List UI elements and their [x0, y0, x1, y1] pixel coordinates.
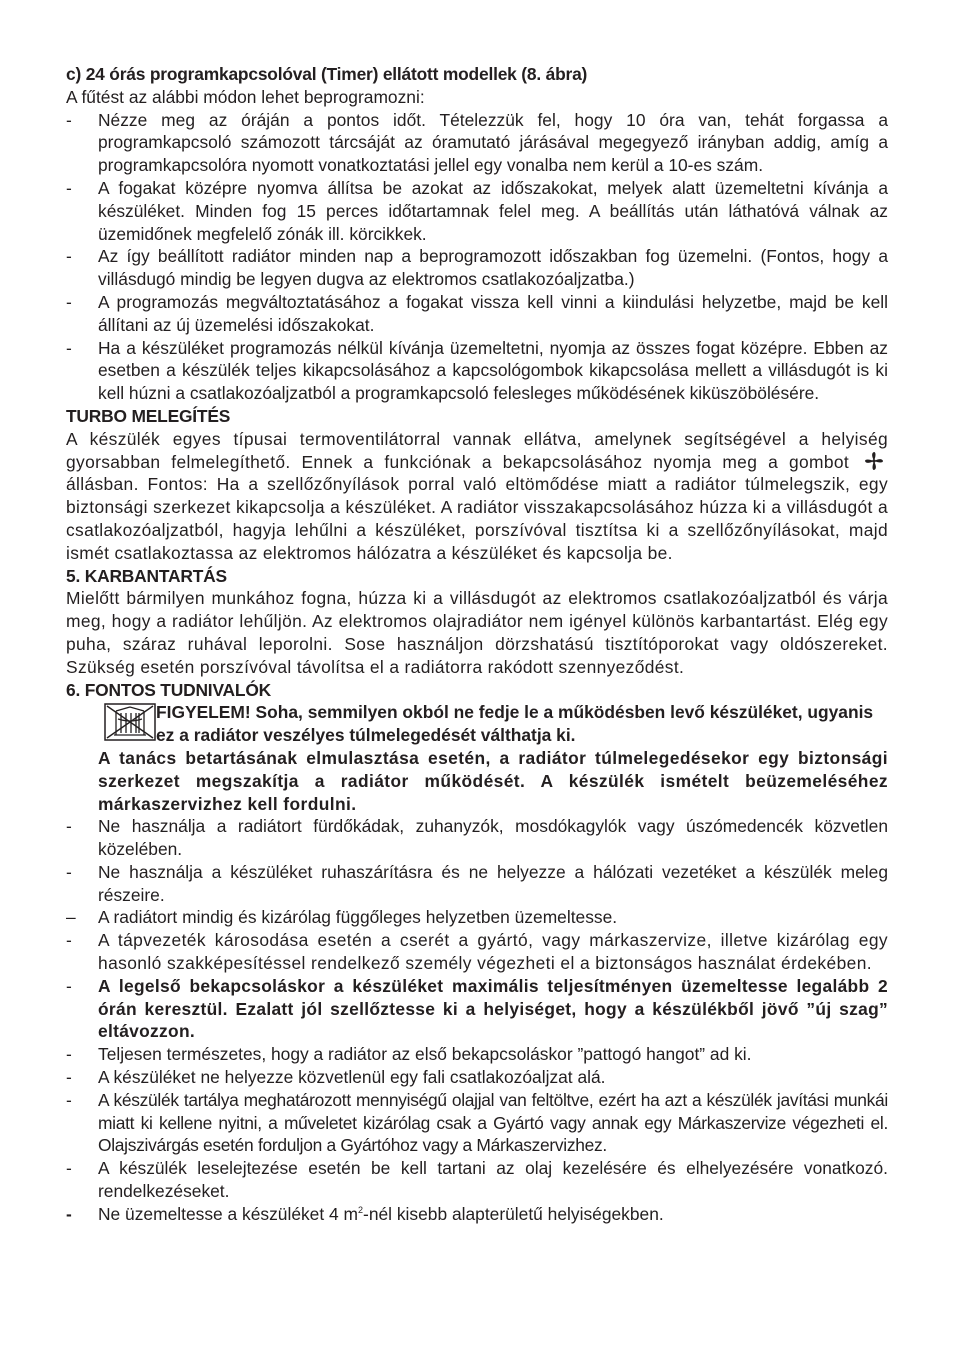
list-item-text: A legelső bekapcsoláskor a készüléket maximális teljesítményen üzemeltesse legalább 2 órán keresztül. Ezalatt jól szellőztesse ki a helyiséget, hogy a készülékből jövő ”új szag” eltávozzon. [98, 975, 888, 1042]
list-item-text: Ne használja a radiátort fürdőkádak, zuhanyzók, mosdókagylók vagy úszómedencék közvetlen közelében. [98, 816, 888, 860]
list-item-text: Ha a készüléket programozás nélkül kívánja üzemeltetni, nyomja az összes fogat középre. Ebben az esetben a készülék teljes kikapcsolásához a kapcsológombok kikapcsolása mellett a villásdugót is ki kell húzni a csatlakozóaljzatból a programkapcsoló felesleges működésének kiküszöbölésére. [98, 337, 888, 404]
timer-intro: A fűtést az alábbi módon lehet beprogramozni: [66, 86, 425, 107]
list-item: - A készülék tartálya meghatározott mennyiségű olajjal van feltöltve, ezért ha azt a készülék javítási munkái miatt ki kellene nyitni, a műveletet kizárólag csak a Gyártó vagy annak egy Márkaszervize végezheti el. Olajszivárgás esetén forduljon a Gyártóhoz vagy a Márkaszervizhez. [66, 1089, 888, 1156]
turbo-text-before: A készülék egyes típusai termoventilátorral vannak ellátva, amelynek segítségével a helyiség gyorsabban felmelegíthető. Ennek a funkciónak a bekapcsolásához nyomja meg a gombot [66, 428, 888, 472]
timer-heading: c) 24 órás programkapcsolóval (Timer) ellátott modellek (8. ábra) [66, 64, 588, 84]
fan-icon [864, 451, 884, 471]
important-list [66, 815, 888, 1225]
list-item: - Ha a készüléket programozás nélkül kívánja üzemeltetni, nyomja az összes fogat középre. Ebben az esetben a készülék teljes kikapcsolásához a kapcsológombok kikapcsolása mellett a villásdugót is ki kell húzni a csatlakozóaljzatból a programkapcsoló felesleges működésének kiküszöbölésére. [66, 337, 888, 404]
list-item-text: A programozás megváltoztatásához a fogakat vissza kell vinni a kiindulási helyzetbe, majd be kell állítani az új üzemelési időszakokat. [98, 291, 888, 335]
list-item-text: Teljesen természetes, hogy a radiátor az első bekapcsoláskor ”pattogó hangot” ad ki. [98, 1044, 752, 1065]
list-item: – A radiátort mindig és kizárólag függőleges helyzetben üzemeltesse. [66, 906, 888, 929]
do-not-cover-icon [104, 703, 156, 741]
list-item: - Az így beállított radiátor minden nap a beprogramozott időszakban fog üzemelni. (Fontos, hogy a villásdugó mindig be legyen dugva az elektromos csatlakozóaljzatba.) [66, 246, 888, 290]
list-item-text: A fogakat középre nyomva állítsa be azokat az időszakokat, melyek alatt üzemeltetni kívánja a készüléket. Minden fog 15 perces időtartamnak felel meg. A beállítás után láthatóvá válnak az üzemidőnek megfelelő zónák ill. körcikkek. [98, 177, 888, 244]
list-item: - Ne üzemeltesse a készüléket 4 $m^2$-nél kisebb alapterületű helyiségekben. [66, 1203, 888, 1226]
turbo-text-after: állásban. Fontos: Ha a szellőzőnyílások porral való eltömődése miatt a radiátor túlmelegszik, egy biztonsági szerkezet kikapcsolja a készüléket. A radiátor visszakapcsolásához húzza ki a villásdugót a csatlakozóaljzatból, hagyja lehűlni a készüléket, porszívóval tisztítsa ki a szellőzőnyílásokat, majd ismét csatlakoztassa az elektromos hálózatra a készüléket és kapcsolja be. [66, 474, 888, 563]
list-item-text: A készülék tartálya meghatározott mennyiségű olajjal van feltöltve, ezért ha azt a készülék javítási munkái miatt ki kellene nyitni, a műveletet kizárólag csak a Gyártó vagy annak egy Márkaszervize végezheti el. Olajszivárgás esetén forduljon a Gyártóhoz vagy a Márkaszervizhez. [98, 1089, 888, 1156]
list-item-text: Ne használja a készüléket ruhaszárításra és ne helyezze a hálózati vezetéket a készülék meleg részeire. [98, 861, 888, 905]
list-item: - A legelső bekapcsoláskor a készüléket maximális teljesítményen üzemeltesse legalább 2 órán keresztül. Ezalatt jól szellőztesse ki a helyiséget, hogy a készülékből jövő ”új szag” eltávozzon. [66, 975, 888, 1042]
maintenance-paragraph: Mielőtt bármilyen munkához fogna, húzza ki a villásdugót az elektromos csatlakozóaljzatból és várja meg, hogy a radiátor lehűljön. Az elektromos olajradiátor nem igényel különös karbantartást. Elég egy puha, száraz ruhával leporolni. Sose használjon dörzshatású tisztítóporokat vagy oldószereket. Szükség esetén porszívóval távolítsa el a radiátorra rakódott szennyeződést. [66, 588, 888, 677]
list-item: - A készüléket ne helyezze közvetlenül egy fali csatlakozóaljzat alá. [66, 1066, 888, 1089]
list-item: - A készülék leselejtezése esetén be kell tartani az olaj kezelésére és elhelyezésére vonatkozó. rendelkezéseket. [66, 1158, 888, 1202]
timer-list [66, 109, 888, 405]
turbo-heading: TURBO MELEGÍTÉS [66, 405, 231, 426]
list-item: - A programozás megváltoztatásához a fogakat vissza kell vinni a kiindulási helyzetbe, majd be kell állítani az új üzemelési időszakokat. [66, 291, 888, 335]
list-item-text: A készülék leselejtezése esetén be kell tartani az olaj kezelésére és elhelyezésére vonatkozó. rendelkezéseket. [98, 1158, 888, 1202]
list-item: - Nézze meg az óráján a pontos időt. Tételezzük fel, hogy 10 óra van, tehát forgassa a programkapcsoló számozott tárcsáját az óramutató járásával megegyező irányban addig, amíg a programkapcsolóra nyomott vonatkoztatási jellel egy vonalba nem kerül a 10-es szám. [66, 109, 888, 176]
list-item: - Ne használja a radiátort fürdőkádak, zuhanyzók, mosdókagylók vagy úszómedencék közvetlen közelében. [66, 816, 888, 860]
maintenance-heading: 5. KARBANTARTÁS [66, 565, 227, 586]
list-item: - Teljesen természetes, hogy a radiátor az első bekapcsoláskor ”pattogó hangot” ad ki. [66, 1043, 888, 1066]
list-item: - Ne használja a készüléket ruhaszárításra és ne helyezze a hálózati vezetéket a készülék meleg részeire. [66, 861, 888, 905]
list-item: - A fogakat középre nyomva állítsa be azokat az időszakokat, melyek alatt üzemeltetni kívánja a készüléket. Minden fog 15 perces időtartamnak felel meg. A beállítás után láthatóvá válnak az üzemidőnek megfelelő zónák ill. körcikkek. [66, 177, 888, 244]
list-item-text: A tápvezeték károsodása esetén a cserét a gyártó, vagy márkaszervize, illetve kizárólag egy hasonló szakképesítéssel rendelkező személy végezheti el a biztonságos használat érdekében. [98, 930, 888, 974]
manual-page [66, 63, 888, 1226]
warning-block [104, 701, 888, 747]
turbo-paragraph [66, 428, 888, 565]
warning-text: FIGYELEM! Soha, semmilyen okból ne fedje le a működésben levő készüléket, ugyanis ez a radiátor veszélyes túlmelegedését válthatja ki. [156, 702, 874, 746]
list-item: - A tápvezeték károsodása esetén a cserét a gyártó, vagy márkaszervize, illetve kizárólag egy hasonló szakképesítéssel rendelkező személy végezheti el a biztonságos használat érdekében. [66, 930, 888, 974]
list-item-text: Nézze meg az óráján a pontos időt. Tételezzük fel, hogy 10 óra van, tehát forgassa a programkapcsoló számozott tárcsáját az óramutató járásával megegyező irányban addig, amíg a programkapcsolóra nyomott vonatkoztatási jellel egy vonalba nem kerül a 10-es szám. [98, 109, 888, 176]
list-item-text: A radiátort mindig és kizárólag függőleges helyzetben üzemeltesse. [98, 907, 618, 928]
warning-note: A tanács betartásának elmulasztása esetén, a radiátor túlmelegedésekor egy biztonsági szerkezet megszakítja a radiátor működését. A készülék ismételt beüzemeléséhez márkaszervizhez kell fordulni. [98, 747, 888, 814]
list-item-text: Ne üzemeltesse a készüléket 4 $m^2$-nél kisebb alapterületű helyiségekben. [98, 1203, 664, 1224]
list-item-text: Az így beállított radiátor minden nap a beprogramozott időszakban fog üzemelni. (Fontos, hogy a villásdugó mindig be legyen dugva az elektromos csatlakozóaljzatba.) [98, 246, 888, 290]
list-item-text: A készüléket ne helyezze közvetlenül egy fali csatlakozóaljzat alá. [98, 1067, 606, 1088]
important-heading: 6. FONTOS TUDNIVALÓK [66, 679, 272, 700]
